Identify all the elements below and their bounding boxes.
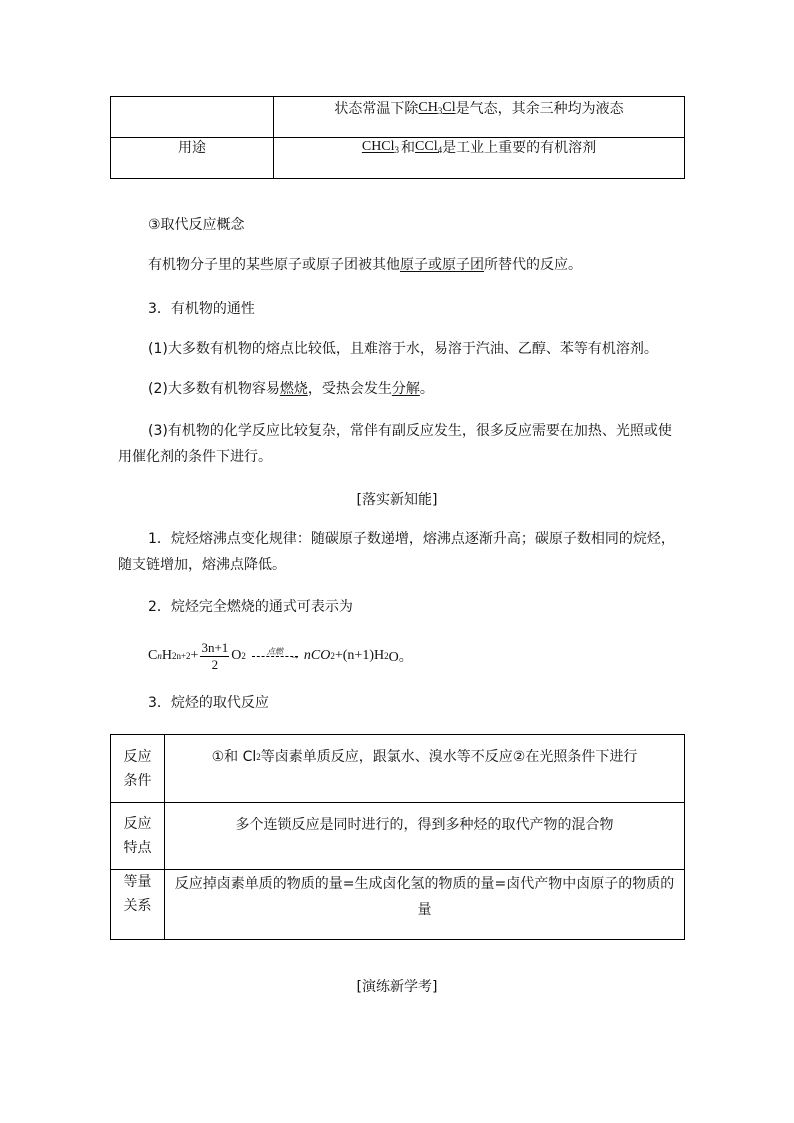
usage-cell: [274, 138, 684, 158]
cell-text: 是气态，其余三种均为液态: [455, 101, 624, 117]
table-row-content: ①和 Cl 2 等卤素单质反应，跟氯水、溴水等不反应②在光照条件下进行: [211, 749, 638, 765]
formula-chcl3: CHCl$_3$: [361, 138, 400, 155]
underlined-term: 分解: [391, 381, 420, 397]
combustion-intro: 2．烷烃完全燃烧的通式可表示为: [148, 599, 353, 615]
combustion-equation: C n H 2n+2 + $\frac{3n+1}{2}$ O 2 点燃 → nCO 2 +(n+1)H 2 O。: [148, 639, 413, 672]
properties-table: [110, 96, 685, 179]
property-3-line2: 用催化剂的条件下进行。: [118, 449, 272, 465]
table-row-label: 反应 条件: [123, 748, 152, 789]
substitution-heading: ③取代反应概念: [148, 217, 245, 233]
formula-ch3cl: $CH_3Cl$: [418, 99, 456, 116]
formula-ccl4: CCl$_4$: [415, 138, 443, 155]
alkane-rule-line1: 1．烷烃熔沸点变化规律：随碳原子数递增，熔沸点逐渐升高；碳原子数相同的烷烃，: [148, 531, 675, 547]
table-row-content: 多个连锁反应是同时进行的，得到多种烃的取代产物的混合物: [235, 817, 614, 833]
substitution-definition: 有机物分子里的某些原子或原子团被其他原子或原子团所替代的反应。: [148, 257, 582, 273]
property-2: (2)大多数有机物容易燃烧，受热会发生分解。: [148, 381, 434, 397]
reaction-arrow: 点燃 →: [252, 647, 298, 657]
section-title: [演练新学考]: [356, 979, 438, 995]
underlined-term: 原子或原子团: [400, 257, 484, 273]
substitution-intro: 3．烷烃的取代反应: [148, 695, 269, 711]
property-3-line1: (3)有机物的化学反应比较复杂，常伴有副反应发生，很多反应需要在加热、光照或使: [148, 423, 672, 439]
table-row-label: 反应 特点: [123, 816, 152, 856]
property-1: (1)大多数有机物的熔点比较低，且难溶于水，易溶于汽油、乙醇、苯等有机溶剂。: [148, 341, 658, 357]
substitution-table: [110, 734, 685, 940]
cell-text: 状态常温下除: [334, 101, 419, 117]
alkane-rule-line2: 随支链增加，熔沸点降低。: [118, 557, 286, 573]
section-title: [落实新知能]: [356, 492, 438, 508]
state-cell: [274, 97, 684, 121]
usage-label: 用途: [178, 140, 206, 156]
cell-text: 是工业上重要的有机溶剂: [442, 140, 597, 156]
fraction: $\frac{3n+1}{2}$: [201, 639, 229, 672]
table-row-content: 反应掉卤素单质的物质的量=生成卤化氢的物质的量=卤代产物中卤原子的物质的 量: [174, 876, 675, 918]
table-cell: [111, 97, 273, 137]
underlined-term: 燃烧: [279, 381, 308, 397]
table-row-label: 等量 关系: [123, 874, 152, 914]
cell-text: 和: [401, 140, 416, 156]
section-heading: 3．有机物的通性: [148, 301, 255, 317]
